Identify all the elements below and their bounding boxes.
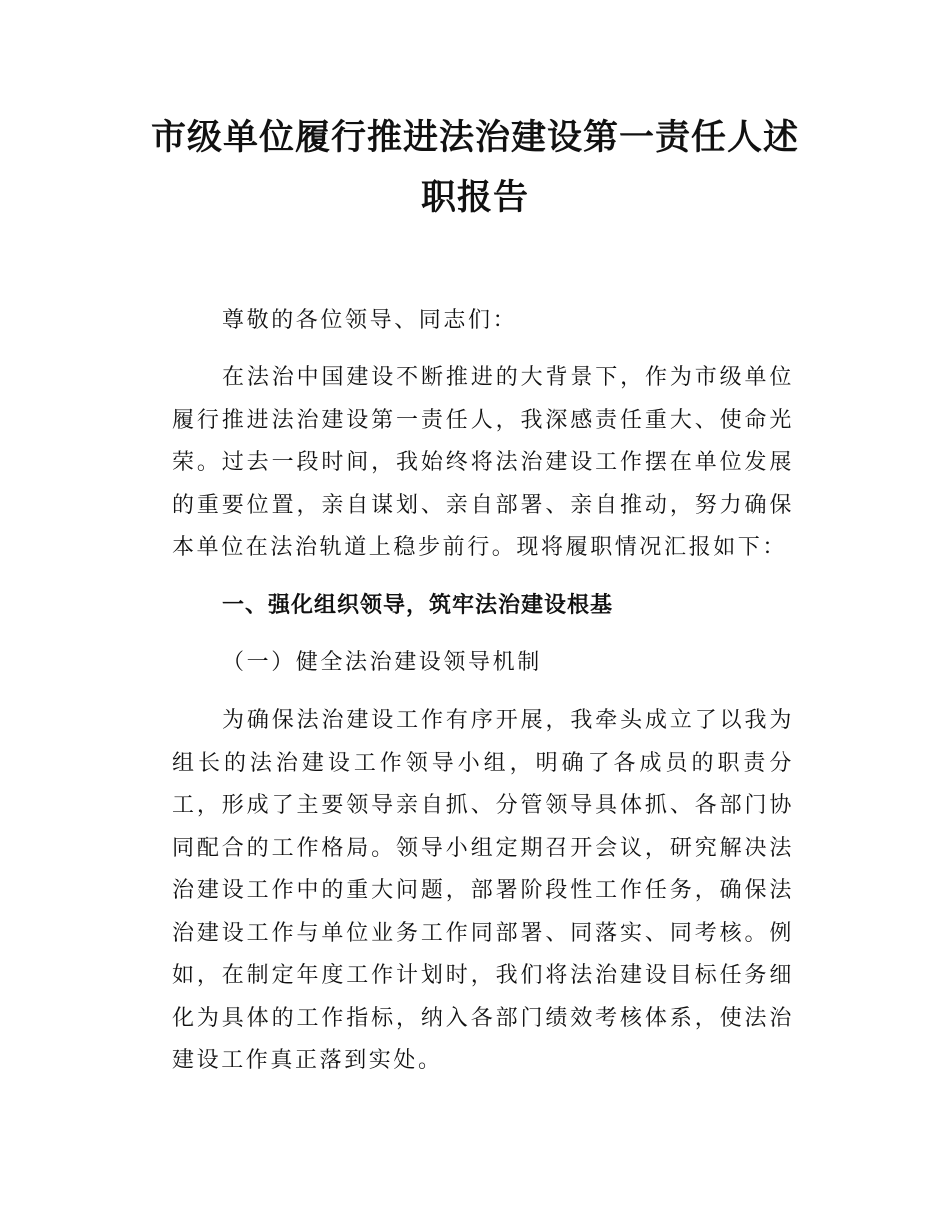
salutation: 尊敬的各位领导、同志们： bbox=[222, 308, 518, 333]
subsection-heading: （一）健全法治建设领导机制 bbox=[222, 650, 542, 675]
subsection-paragraph: 为确保法治建设工作有序开展，我牵头成立了以我为组长的法治建设工作领导小组，明确了各成员的职责分工，形成了主要领导亲自抓、分管领导具体抓、各部门协同配合的工作格局。领导小组定期召开会议，研究解决法治建设工作中的重大问题，部署阶段性工作任务，确保法治建设工作与单位业务工作同部署、同落实、同考核。例如，在制定年度工作计划时，我们将法治建设目标任务细化为具体的工作指标，纳入各部门绩效考核体系，使法治建设工作真正落到实处。 bbox=[172, 708, 794, 1073]
intro-paragraph: 在法治中国建设不断推进的大背景下，作为市级单位履行推进法治建设第一责任人，我深感责任重大、使命光荣。过去一段时间，我始终将法治建设工作摆在单位发展的重要位置，亲自谋划、亲自部署、亲自推动，努力确保本单位在法治轨道上稳步前行。现将履职情况汇报如下： bbox=[172, 365, 794, 560]
document-title: 市级单位履行推进法治建设第一责任人述职报告 bbox=[150, 118, 799, 218]
section-heading: 一、强化组织领导，筑牢法治建设根基 bbox=[222, 593, 614, 618]
